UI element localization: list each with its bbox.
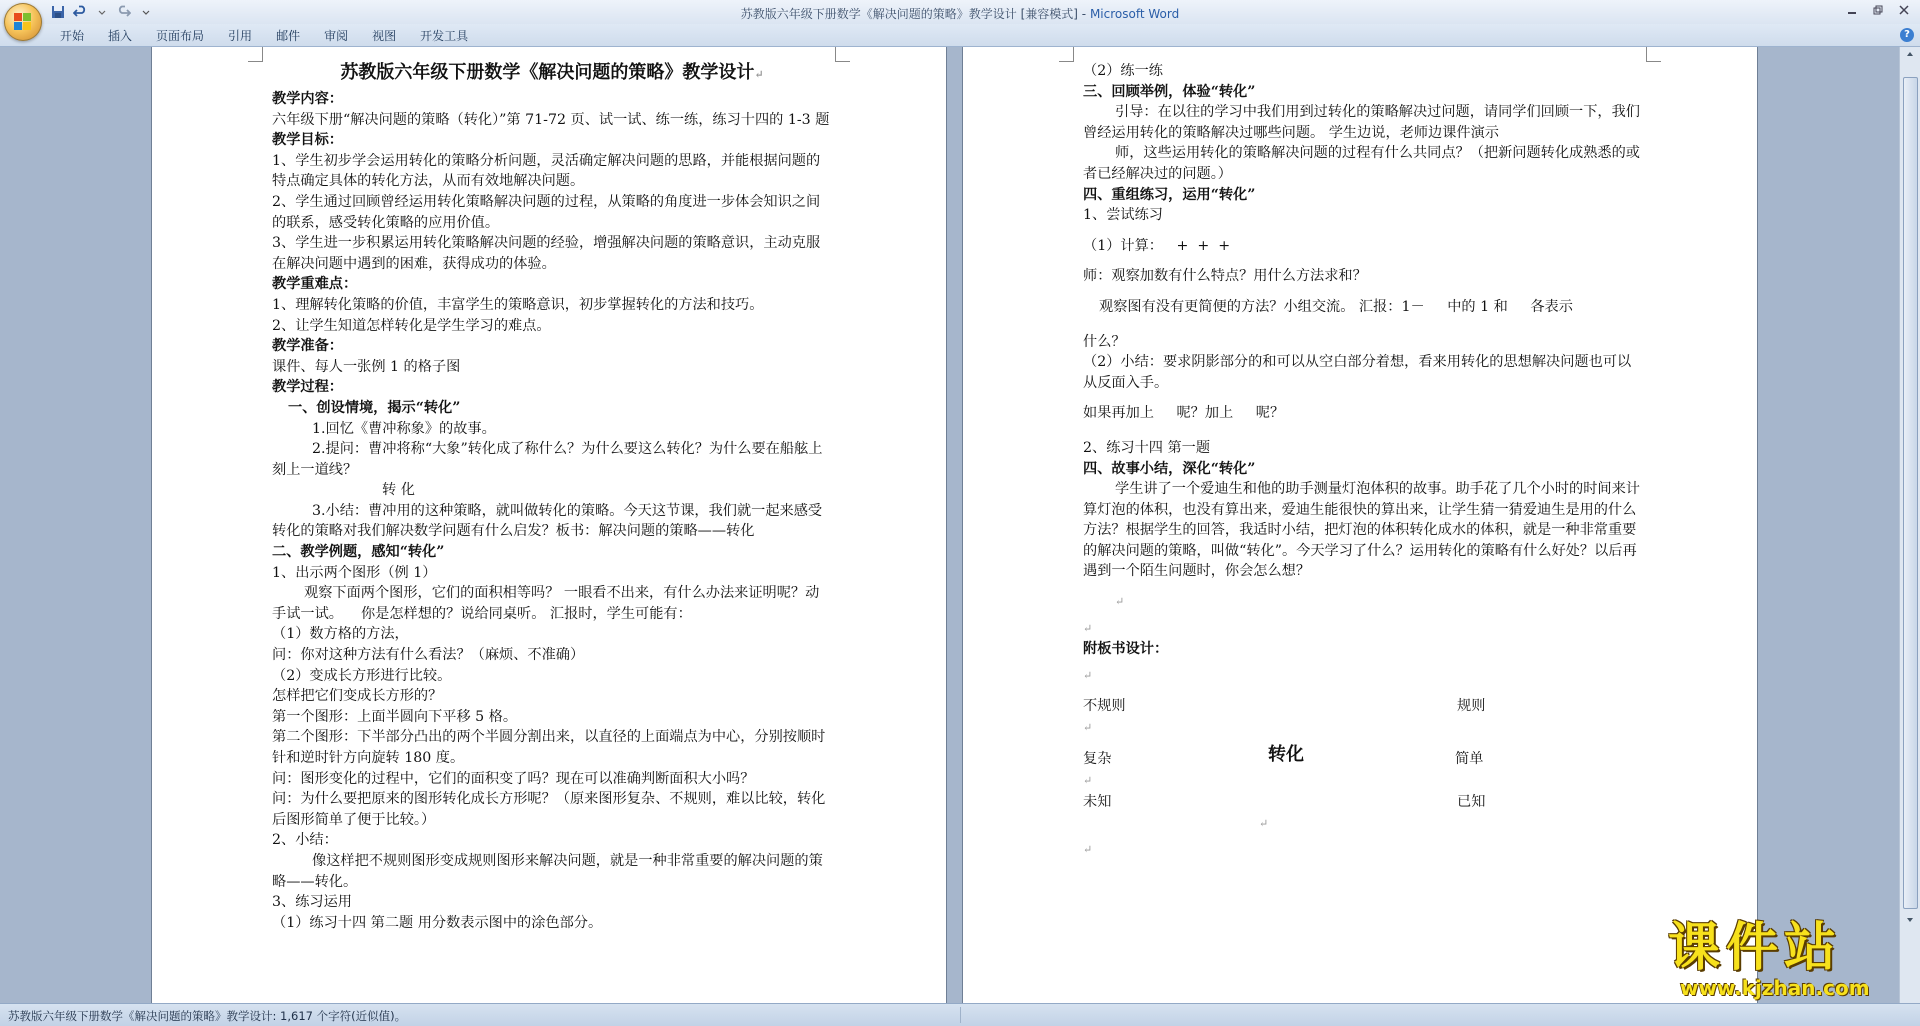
doc-line: 怎样把它们变成长方形的？ — [272, 688, 443, 705]
close-icon[interactable] — [1892, 2, 1916, 18]
page-title — [272, 59, 832, 89]
status-bar — [0, 1003, 1920, 1026]
paragraph-mark: ↵ — [754, 68, 764, 81]
tab-home[interactable]: 开始 — [60, 29, 85, 43]
board-left-label: 复杂 — [1083, 751, 1112, 768]
dropdown-arrow-icon[interactable] — [94, 4, 110, 20]
crop-mark — [1646, 47, 1661, 62]
doc-line: （1）计算： + + + — [1083, 237, 1231, 254]
doc-line: 教学目标： — [272, 132, 343, 149]
status-divider — [960, 1007, 961, 1023]
customize-toolbar-icon[interactable] — [138, 4, 154, 20]
doc-line: 如果再加上 呢？加上 呢？ — [1083, 405, 1285, 422]
doc-line: 教学内容： — [272, 91, 343, 107]
undo-icon[interactable] — [72, 4, 88, 20]
watermark-url: www.kjzhan.com — [1680, 976, 1870, 1000]
doc-line: 问：为什么要把原来的图形转化成长方形呢？（原来图形复杂、不规则，难以比较，转化后图形简单了便于比较。） — [272, 791, 826, 828]
document-title: 苏教版六年级下册数学《解决问题的策略》教学设计 [兼容模式] — [740, 7, 1078, 21]
doc-line: 1、学生初步学会运用转化的策略分析问题，灵活确定解决问题的思路，并能根据问题的特点确定具体的转化方法，从而有效地解决问题。 — [272, 152, 821, 190]
document-workspace — [0, 47, 1900, 1003]
title-bar — [0, 0, 1920, 24]
redo-icon[interactable] — [116, 4, 132, 20]
office-button[interactable] — [4, 3, 42, 41]
board-center-label: 转化 — [1268, 744, 1304, 766]
help-icon[interactable]: ? — [1900, 28, 1914, 42]
title-separator: - — [1077, 7, 1090, 21]
quick-access-toolbar — [50, 3, 154, 21]
application-name: Microsoft Word — [1089, 7, 1180, 21]
doc-line: 观察下面两个图形，它们的面积相等吗？ 一眼看不出来，有什么办法来证明呢？动手试一试。 你是怎样想的？说给同桌听。 汇报时，学生可能有： — [272, 585, 820, 622]
watermark-brand: 课件站 — [1668, 918, 1843, 978]
doc-line: 1.回忆《曹冲称象》的故事。 — [312, 420, 496, 437]
doc-line: 2、小结： — [272, 832, 338, 849]
board-row — [1083, 745, 1643, 771]
doc-line: 1、尝试练习 — [1083, 207, 1163, 224]
page-right[interactable] — [963, 47, 1757, 1003]
save-icon[interactable] — [50, 4, 66, 20]
restore-icon[interactable] — [1866, 2, 1890, 18]
doc-line: 第一个图形：上面半圆向下平移 5 格。 — [272, 708, 518, 725]
doc-line: 2、练习十四 第一题 — [1083, 439, 1211, 456]
page-title-text: 苏教版六年级下册数学《解决问题的策略》教学设计 — [340, 62, 755, 83]
doc-line: 四、重组练习，运用“转化” — [1083, 186, 1256, 203]
office-logo-icon — [14, 13, 32, 31]
paragraph-mark: ↵ — [1115, 595, 1125, 609]
doc-line: 什么？ — [1083, 333, 1126, 350]
crop-mark — [835, 47, 850, 62]
doc-line: 观察图有没有更简便的方法？小组交流。 汇报：1－ 中的 1 和 各表示 — [1099, 298, 1573, 315]
board-row — [1083, 696, 1643, 718]
board-left-label: 未知 — [1083, 793, 1112, 810]
window-controls — [1840, 2, 1916, 18]
doc-line: 引导：在以往的学习中我们用到过转化的策略解决过问题，请同学们回顾一下，我们曾经运用转化的策略解决过哪些问题。 学生边说，老师边课件演示 — [1083, 104, 1640, 141]
paragraph-mark: ↵ — [1083, 668, 1093, 682]
watermark — [1668, 920, 1908, 1000]
doc-line: 二、教学例题，感知“转化” — [272, 544, 445, 561]
doc-line: 1、理解转化策略的价值，丰富学生的策略意识，初步掌握转化的方法和技巧。 — [272, 296, 764, 313]
doc-line: 学生讲了一个爱迪生和他的助手测量灯泡体积的故事。助手花了几个小时的时间来计算灯泡的体积，也没有算出来，爱迪生能很快的算出来，让学生猜一猜爱迪生是用的什么方法？根据学生的回答，我适时小结，把灯泡的体积转化成水的体积，就是一种非常重要的解决问题的策略，叫做“转化”。今天学习了什么？运用转化的策略有什么好处？以后再遇到一个陌生问题时，你会怎么想？ — [1083, 481, 1640, 580]
doc-line: 师，这些运用转化的策略解决问题的过程有什么共同点？（把新问题转化成熟悉的或者已经解决过的问题。） — [1083, 145, 1640, 182]
tab-page-layout[interactable]: 页面布局 — [156, 29, 205, 43]
crop-mark — [1059, 47, 1074, 62]
doc-line: （2）变成长方形进行比较。 — [272, 667, 452, 684]
doc-line: 三、回顾举例，体验“转化” — [1083, 83, 1256, 100]
ribbon-tab-bar — [0, 24, 1920, 47]
paragraph-mark: ↵ — [1083, 843, 1093, 857]
doc-line: （2）小结：要求阴影部分的和可以从空白部分着想，看来用转化的思想解决问题也可以从反面入手。 — [1083, 354, 1632, 391]
tab-view[interactable]: 视图 — [372, 29, 397, 43]
doc-line: 3、练习运用 — [272, 894, 352, 911]
paragraph-mark: ↵ — [1083, 621, 1093, 635]
doc-line: （2）练一练 — [1083, 63, 1163, 79]
paragraph-mark: ↵ — [1259, 816, 1269, 830]
doc-line: 课件、每人一张例 1 的格子图 — [272, 358, 461, 375]
tab-references[interactable]: 引用 — [228, 29, 253, 43]
tab-review[interactable]: 审阅 — [324, 29, 349, 43]
doc-line: 教学重难点： — [272, 276, 358, 293]
doc-line: 3.小结：曹冲用的这种策略，就叫做转化的策略。今天这节课，我们就一起来感受转化的策略对我们解决数学问题有什么启发？板书：解决问题的策略——转化 — [272, 502, 823, 540]
board-right-label: 简单 — [1455, 751, 1484, 768]
scroll-up-icon[interactable] — [1903, 49, 1917, 63]
doc-line: 2、让学生知道怎样转化是学生学习的难点。 — [272, 317, 551, 334]
doc-line: 问：你对这种方法有什么看法？（麻烦、不准确） — [272, 647, 585, 664]
paragraph-mark: ↵ — [1083, 774, 1093, 788]
doc-line: 附板书设计： — [1083, 641, 1169, 658]
doc-line: 六年级下册“解决问题的策略（转化）”第 71-72 页、试一试、练一练，练习十四的 1-3 题 — [272, 111, 830, 128]
doc-line: 一、创设情境，揭示“转化” — [288, 399, 461, 416]
left-page-content[interactable] — [272, 59, 832, 933]
right-page-content[interactable] — [1083, 61, 1643, 861]
minimize-icon[interactable] — [1840, 2, 1864, 18]
board-left-label: 不规则 — [1083, 698, 1126, 715]
doc-line: （1）练习十四 第二题 用分数表示图中的涂色部分。 — [272, 914, 603, 931]
tab-mailings[interactable]: 邮件 — [276, 29, 301, 43]
doc-line: 教学过程： — [272, 379, 343, 396]
paragraph-mark: ↵ — [1083, 721, 1093, 735]
doc-line: 2、学生通过回顾曾经运用转化策略解决问题的过程，从策略的角度进一步体会知识之间的联系，感受转化策略的应用价值。 — [272, 193, 821, 231]
crop-mark — [248, 47, 263, 62]
doc-line: 四、故事小结，深化“转化” — [1083, 460, 1256, 477]
doc-line: （1）数方格的方法， — [272, 626, 409, 643]
status-text: 苏教版六年级下册数学《解决问题的策略》教学设计: 1,617 个字符(近似值)。 — [8, 1009, 407, 1023]
tab-insert[interactable]: 插入 — [108, 29, 133, 43]
doc-line: 师：观察加数有什么特点？用什么方法求和？ — [1083, 268, 1367, 285]
doc-line: 1、出示两个图形（例 1） — [272, 564, 437, 581]
doc-line: 第二个图形：下半部分凸出的两个半圆分割出来，以直径的上面端点为中心，分别按顺时针和逆时针方向旋转 180 度。 — [272, 729, 826, 766]
board-row — [1083, 792, 1643, 814]
board-right-label: 规则 — [1457, 698, 1486, 715]
board-right-label: 已知 — [1457, 793, 1486, 810]
doc-line: 教学准备： — [272, 338, 343, 355]
page-left[interactable] — [152, 47, 946, 1003]
doc-line: 转 化 — [382, 482, 415, 499]
window-title — [0, 5, 1920, 22]
scrollbar-thumb[interactable] — [1903, 77, 1918, 909]
ribbon-tabs — [48, 27, 480, 45]
doc-line: 2.提问：曹冲将称“大象”转化成了称什么？为什么要这么转化？为什么要在船舷上刻上一道线？ — [272, 441, 823, 478]
tab-developer[interactable]: 开发工具 — [420, 29, 469, 43]
vertical-scrollbar[interactable] — [1899, 47, 1920, 1003]
doc-line: 问：图形变化的过程中，它们的面积变了吗？现在可以准确判断面积大小吗？ — [272, 770, 755, 787]
doc-line: 3、学生进一步积累运用转化策略解决问题的经验，增强解决问题的策略意识，主动克服在解决问题中遇到的困难，获得成功的体验。 — [272, 235, 821, 272]
doc-line: 像这样把不规则图形变成规则图形来解决问题，就是一种非常重要的解决问题的策略——转化。 — [272, 852, 823, 890]
